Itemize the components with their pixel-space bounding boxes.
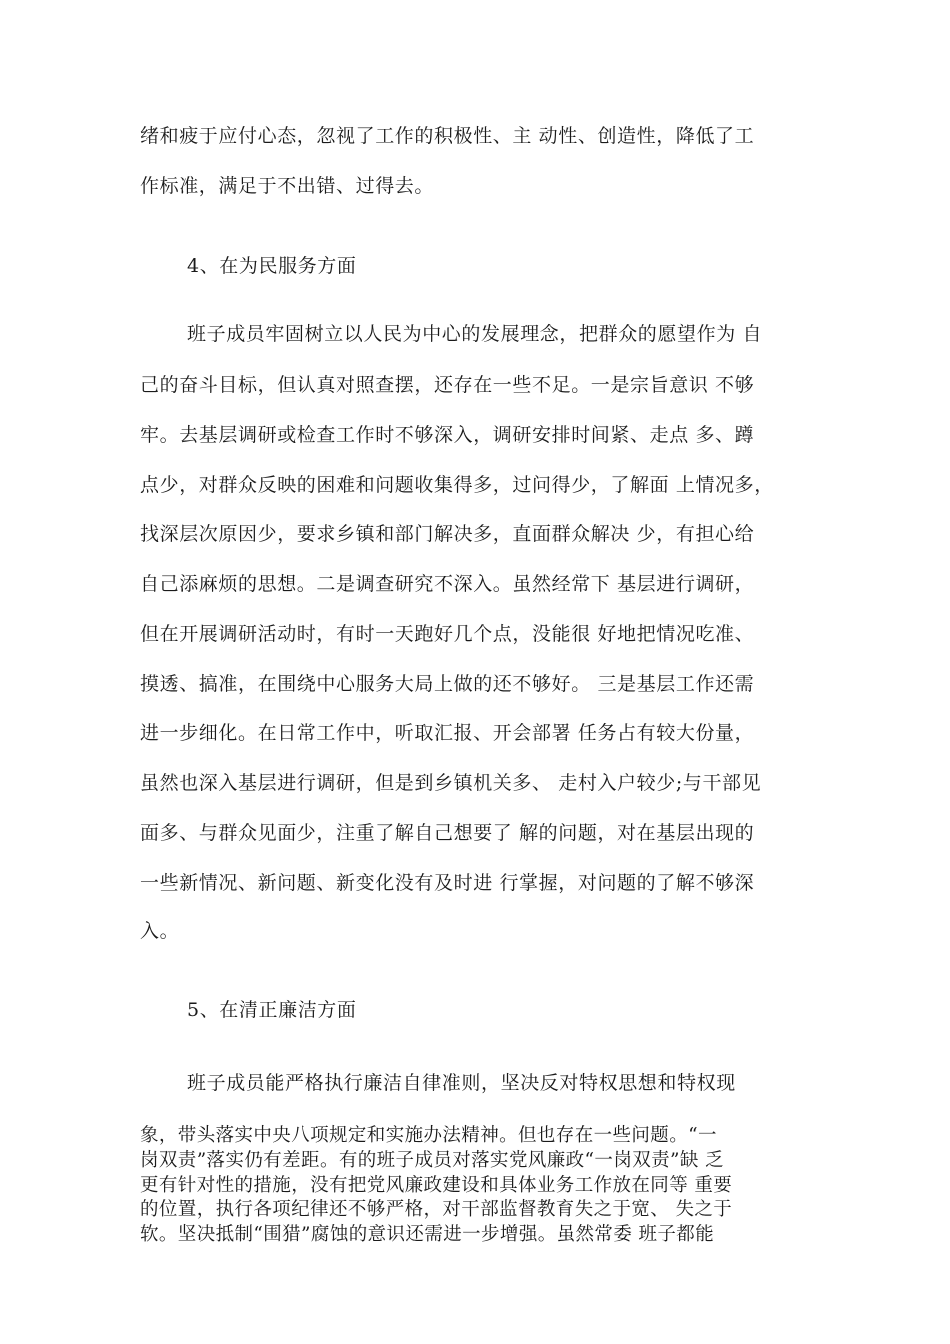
paragraph-line: 虽然也深入基层进行调研，但是到乡镇机关多、 走村入户较少;与干部见 [140, 772, 762, 794]
paragraph-line: 更有针对性的措施，没有把党风廉政建设和具体业务工作放在同等 重要 [140, 1175, 733, 1196]
paragraph-line: 找深层次原因少，要求乡镇和部门解决多，直面群众解决 少，有担心给 [140, 523, 755, 545]
paragraph-line: 软。坚决抵制“围猎”腐蚀的意识还需进一步增强。虽然常委 班子都能 [140, 1224, 715, 1245]
paragraph-line: 绪和疲于应付心态，忽视了工作的积极性、主 动性、创造性，降低了工 [140, 125, 755, 147]
paragraph-line: 入。 [140, 920, 180, 942]
section-heading-5: 5、在清正廉洁方面 [187, 999, 357, 1021]
paragraph-line: 面多、与群众见面少，注重了解自己想要了 解的问题，对在基层出现的 [140, 822, 755, 844]
paragraph-line: 的位置，执行各项纪律还不够严格，对干部监督教育失之于宽、 失之于 [140, 1199, 733, 1220]
paragraph-line: 班子成员能严格执行廉洁自律准则，坚决反对特权思想和特权现 [187, 1072, 736, 1094]
paragraph-line: 岗双责”落实仍有差距。有的班子成员对落实党风廉政“一岗双责”缺 乏 [140, 1150, 724, 1171]
paragraph-line: 进一步细化。在日常工作中，听取汇报、开会部署 任务占有较大份量， [140, 722, 755, 744]
paragraph-line: 己的奋斗目标，但认真对照查摆，还存在一些不足。一是宗旨意识 不够 [140, 374, 755, 396]
paragraph-line: 一些新情况、新问题、新变化没有及时进 行掌握，对问题的了解不够深 [140, 872, 755, 894]
paragraph-line: 班子成员牢固树立以人民为中心的发展理念，把群众的愿望作为 自 [187, 323, 763, 345]
paragraph-line: 作标准，满足于不出错、过得去。 [140, 175, 435, 197]
paragraph-line: 自己添麻烦的思想。二是调查研究不深入。虽然经常下 基层进行调研， [140, 573, 755, 595]
paragraph-line: 象，带头落实中央八项规定和实施办法精神。但也存在一些问题。“一 [140, 1125, 717, 1146]
paragraph-line: 牢。去基层调研或检查工作时不够深入，调研安排时间紧、走点 多、蹲 [140, 424, 755, 446]
section-heading-4: 4、在为民服务方面 [187, 255, 357, 277]
paragraph-line: 但在开展调研活动时，有时一天跑好几个点，没能很 好地把情况吃准、 [140, 623, 755, 645]
paragraph-line: 点少，对群众反映的困难和问题收集得多，过问得少，了解面 上情况多， [140, 474, 774, 496]
paragraph-line: 摸透、搞准，在围绕中心服务大局上做的还不够好。 三是基层工作还需 [140, 673, 755, 695]
